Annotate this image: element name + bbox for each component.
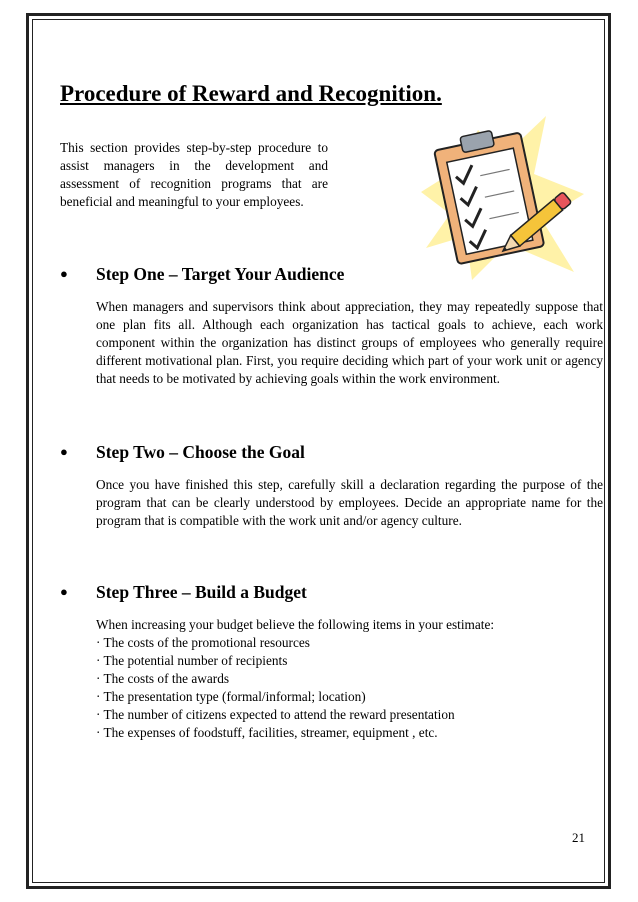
list-item: · The costs of the awards bbox=[96, 671, 230, 686]
list-item: · The presentation type (formal/informal; location) bbox=[96, 689, 366, 704]
step-two-body: Once you have finished this step, carefully skill a declaration regarding the purpose of the program that can be clearly understood by employees. Decide an appropriate name for the program that is compatible with the work unit and/or agency culture. bbox=[96, 477, 603, 528]
step-three-body bbox=[96, 616, 603, 742]
bullet-icon: ● bbox=[60, 584, 68, 599]
step-one-section bbox=[58, 262, 603, 388]
bullet-icon: ● bbox=[60, 266, 68, 281]
intro-paragraph: This section provides step-by-step procedure to assist managers in the development and assessment of recognition programs that are beneficial and meaningful to your employees. bbox=[60, 140, 328, 209]
list-item: · The costs of the promotional resources bbox=[96, 635, 310, 650]
step-one-body: When managers and supervisors think about appreciation, they may repeatedly suppose that one plan fits all. Although each organization has tactical goals to achieve, each work component within the organization has distinct groups of employees who generally require different motivational plan. First, you require deciding which part of your work unit or agency that needs to be motivated by achieving goals within the work environment. bbox=[96, 299, 603, 386]
page-title: Procedure of Reward and Recognition. bbox=[60, 81, 442, 106]
list-item: · The number of citizens expected to attend the reward presentation bbox=[96, 707, 455, 722]
list-item: · The potential number of recipients bbox=[96, 653, 288, 668]
step-two-section bbox=[58, 440, 603, 530]
bullet-icon: ● bbox=[60, 444, 68, 459]
step-two-title: Step Two – Choose the Goal bbox=[96, 442, 305, 462]
clipboard-checklist-pencil-icon bbox=[416, 112, 591, 282]
step-three-section bbox=[58, 580, 603, 742]
budget-items-list bbox=[96, 634, 603, 742]
step-two-header bbox=[58, 440, 603, 464]
budget-intro: When increasing your budget believe the following items in your estimate: bbox=[96, 617, 495, 632]
step-three-title: Step Three – Build a Budget bbox=[96, 582, 307, 602]
step-one-header bbox=[58, 262, 603, 286]
list-item: · The expenses of foodstuff, facilities, streamer, equipment , etc. bbox=[96, 725, 438, 740]
step-three-header bbox=[58, 580, 603, 604]
page-number: 21 bbox=[572, 830, 585, 845]
step-one-title: Step One – Target Your Audience bbox=[96, 264, 345, 284]
